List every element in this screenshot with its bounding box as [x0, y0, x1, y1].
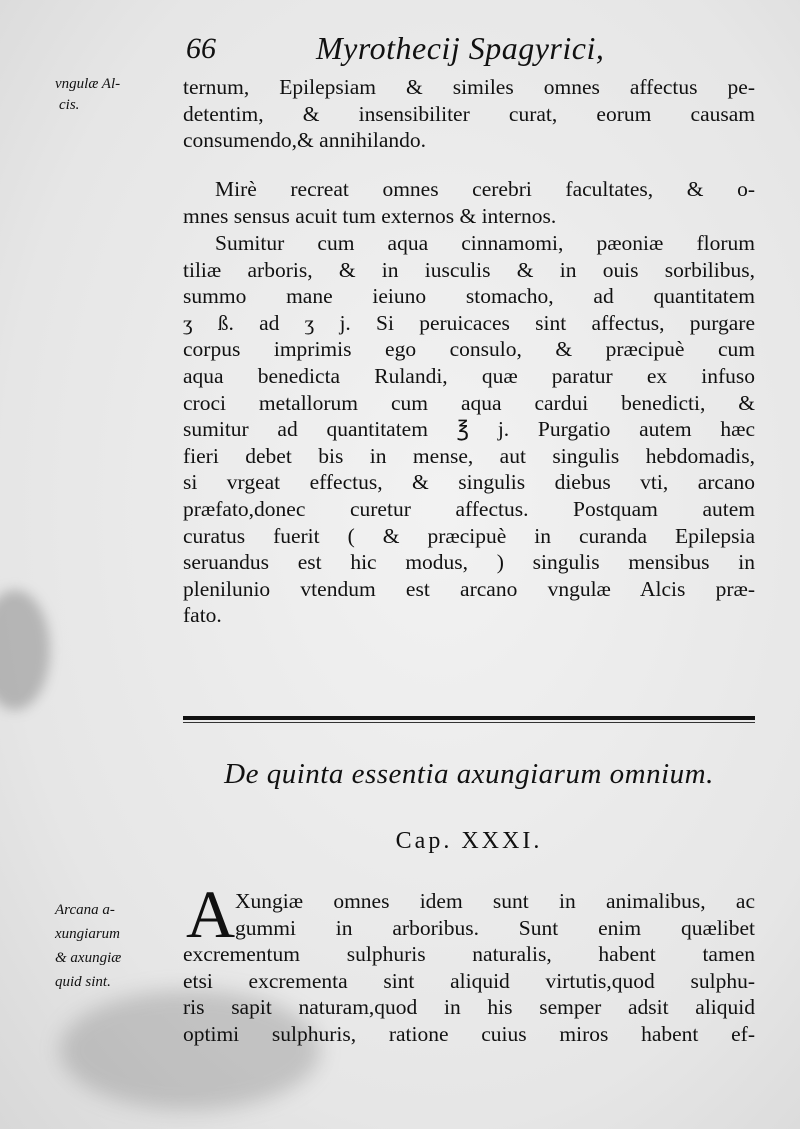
text-line: ris sapit naturam,quod in his semper adsit aliquid	[183, 995, 755, 1020]
chapter-number: Cap. XXXI.	[395, 828, 543, 854]
paragraph-2	[183, 176, 755, 229]
paragraph-3	[183, 230, 755, 629]
margin-note-line: xungiarum	[55, 926, 120, 942]
margin-note-line: vngulæ Al-	[55, 76, 121, 92]
text-line: detentim, & insensibiliter curat, eorum causam	[183, 101, 755, 126]
text-line: tiliæ arboris, & in iusculis & in ouis sorbilibus,	[183, 257, 755, 282]
text-line: excrementum sulphuris naturalis, habent tamen	[183, 942, 755, 966]
divider-thick-rule	[183, 716, 755, 720]
text-line: optimi sulphuris, ratione cuius miros habent ef-	[183, 1021, 755, 1046]
text-line: aqua benedicta Rulandi, quæ paratur ex infuso	[183, 363, 755, 388]
text-line: gummi in arboribus. Sunt enim quælibet	[235, 915, 755, 940]
text-line: Mirè recreat omnes cerebri facultates, & o-	[215, 177, 755, 201]
text-line: sumitur ad quantitatem ℥ j. Purgatio autem hæc	[183, 417, 755, 442]
paragraph-1	[183, 74, 755, 154]
text-line: fato.	[183, 603, 222, 628]
margin-note-line: cis.	[59, 97, 80, 113]
text-line: ternum, Epilepsiam & similes omnes affectus pe-	[183, 75, 755, 99]
text-line: seruandus est hic modus, ) singulis mensibus in	[183, 550, 755, 575]
text-line: etsi excrementa sint aliquid virtutis,quod sulphu-	[183, 968, 755, 993]
margin-note-top	[55, 74, 175, 116]
text-line: curatus fuerit ( & præcipuè in curanda Epilepsia	[183, 523, 755, 548]
section-2-body	[183, 941, 755, 1047]
page-number: 66	[186, 32, 216, 65]
text-line: plenilunio vtendum est arcano vngulæ Alcis præ-	[183, 576, 755, 601]
section-2-first-lines	[235, 888, 755, 941]
margin-note-line: quid sint.	[55, 974, 111, 990]
margin-note-line: & axungiæ	[55, 950, 122, 966]
margin-note-bottom	[55, 900, 175, 996]
text-line: mnes sensus acuit tum externos & internos.	[183, 203, 557, 228]
drop-cap-initial: A	[186, 876, 236, 952]
text-line: fieri debet bis in mense, aut singulis hebdomadis,	[183, 443, 755, 468]
section-divider	[183, 714, 755, 726]
water-stain-left	[0, 590, 50, 710]
page-header	[0, 30, 800, 70]
margin-note-line: Arcana a-	[55, 902, 115, 918]
text-line: croci metallorum cum aqua cardui benedicti, &	[183, 390, 755, 415]
text-line: si vrgeat effectus, & singulis diebus vti, arcano	[183, 470, 755, 495]
text-line: Xungiæ omnes idem sunt in animalibus, ac	[235, 889, 755, 913]
text-line: ʒ ß. ad ʒ j. Si peruicaces sint affectus, purgare	[183, 310, 755, 335]
text-line: consumendo,& annihilando.	[183, 128, 427, 153]
text-line: Sumitur cum aqua cinnamomi, pæoniæ florum	[215, 231, 755, 255]
divider-thin-rule	[183, 722, 755, 723]
text-line: præfato,donec curetur affectus. Postquam autem	[183, 496, 755, 521]
text-line: summo mane ieiuno stomacho, ad quantitatem	[183, 284, 755, 309]
chapter-title: De quinta essentia axungiarum omnium.	[224, 758, 714, 790]
running-title: Myrothecij Spagyrici,	[316, 30, 605, 66]
text-line: corpus imprimis ego consulo, & præcipuè cum	[183, 337, 755, 362]
